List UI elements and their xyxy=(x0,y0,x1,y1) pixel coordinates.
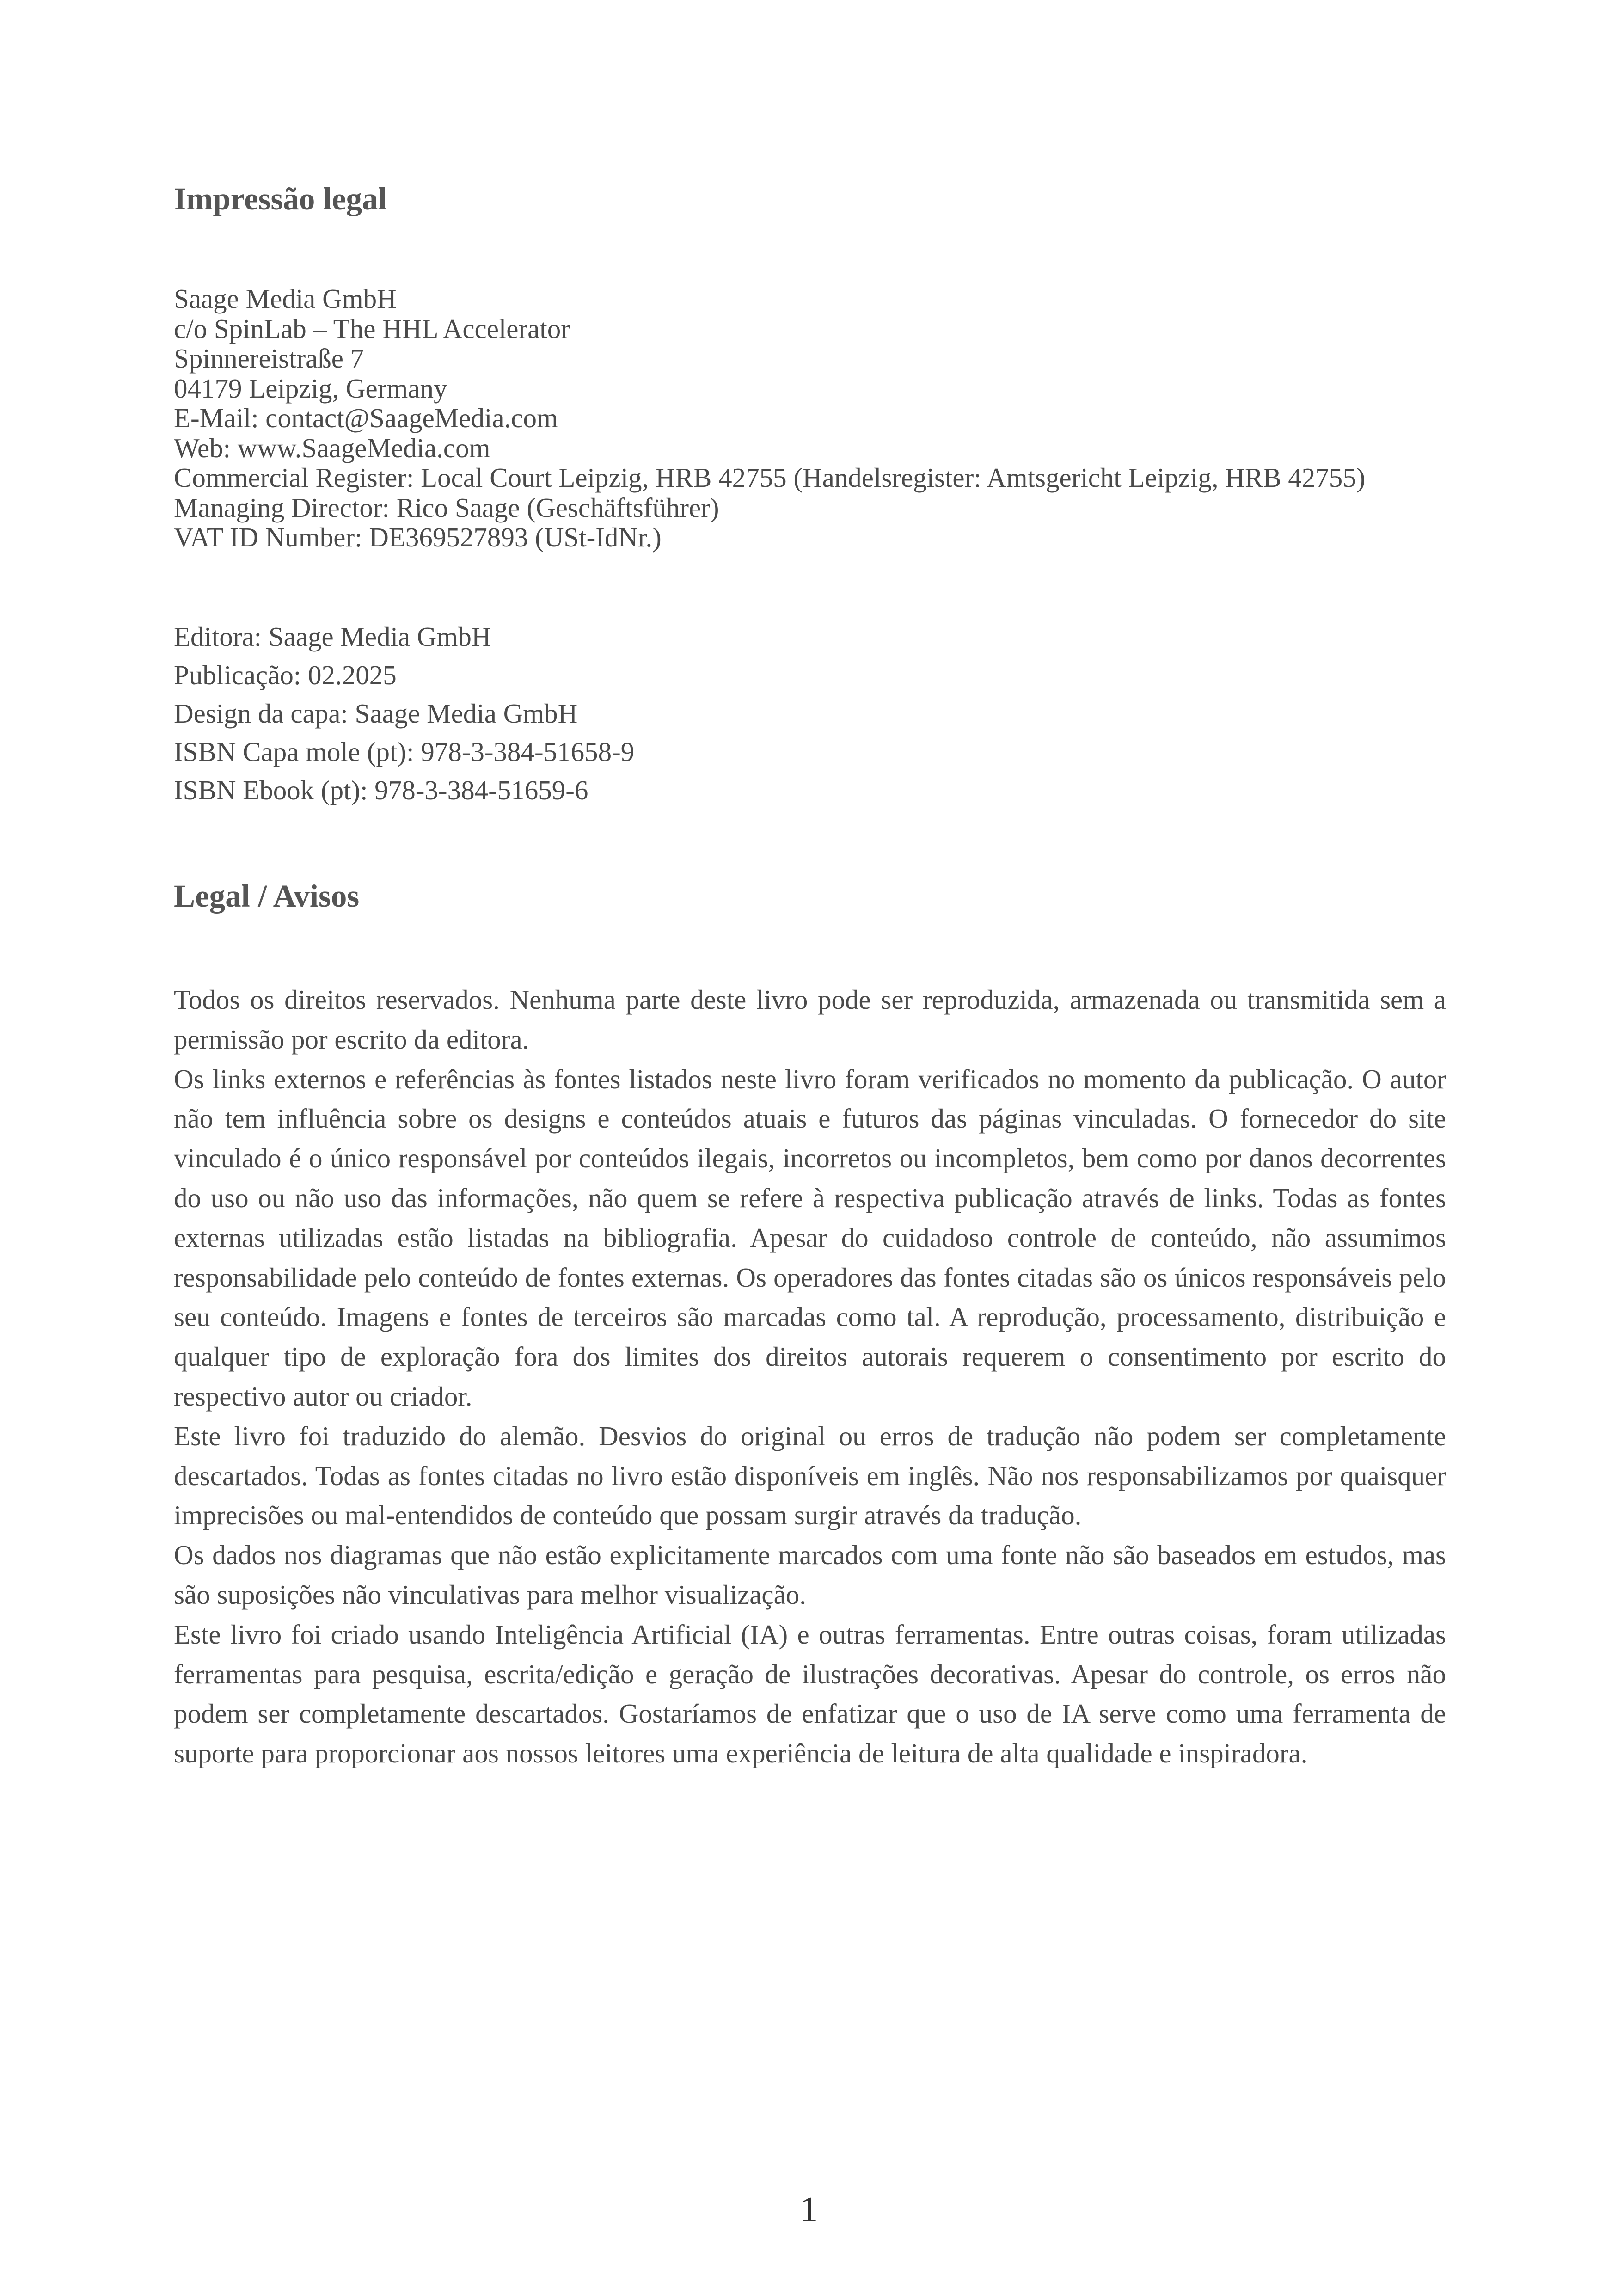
notice-paragraph-diagrams: Os dados nos diagramas que não estão explicitamente marcados com uma fonte não são baseados em estudos, mas são suposições não vinculativas para melhor visualização. xyxy=(174,1540,1446,1610)
publication-line-date: Publicação: 02.2025 xyxy=(174,660,397,690)
publication-line-publisher: Editora: Saage Media GmbH xyxy=(174,621,491,652)
notice-paragraph-external-links: Os links externos e referências às fontes listados neste livro foram verificados no momento da publicação. O autor não tem influência sobre os designs e conteúdos atuais e futuros das páginas vinculadas. O fornecedor do site vinculado é o único responsável por conteúdos ilegais, incorretos ou incompletos, bem como por danos decorrentes do uso ou não uso das informações, não quem se refere à respectiva publicação através de links. Todas as fontes externas utilizadas estão listadas na bibliografia. Apesar do cuidadoso controle de conteúdo, não assumimos responsabilidade pelo conteúdo de fontes externas. Os operadores das fontes citadas são os únicos responsáveis pelo seu conteúdo. Imagens e fontes de terceiros são marcadas como tal. A reprodução, processamento, distribuição e qualquer tipo de exploração fora dos limites dos direitos autorais requerem o consentimento por escrito do respectivo autor ou criador. xyxy=(174,1063,1446,1412)
legal-notices-heading: Legal / Avisos xyxy=(174,878,360,914)
publication-line-cover-design: Design da capa: Saage Media GmbH xyxy=(174,698,578,729)
notice-paragraph-translation: Este livro foi traduzido do alemão. Desvios do original ou erros de tradução não podem ser completamente descartados. Todas as fontes citadas no livro estão disponíveis em inglês. Não nos responsabilizamos por quaisquer imprecisões ou mal-entendidos de conteúdo que possam surgir através da tradução. xyxy=(174,1420,1446,1531)
address-line-company: Saage Media GmbH xyxy=(174,283,397,314)
legal-notices-body xyxy=(174,980,1446,1774)
address-line-commercial-register: Commercial Register: Local Court Leipzig, HRB 42755 (Handelsregister: Amtsgericht Leipzig, HRB 42755) xyxy=(174,462,1366,493)
address-line-email: E-Mail: contact@SaageMedia.com xyxy=(174,403,558,433)
address-line-street: Spinnereistraße 7 xyxy=(174,343,364,374)
address-line-web: Web: www.SaageMedia.com xyxy=(174,432,490,463)
address-line-managing-director: Managing Director: Rico Saage (Geschäftsführer) xyxy=(174,492,719,523)
notice-paragraph-rights: Todos os direitos reservados. Nenhuma parte deste livro pode ser reproduzida, armazenada ou transmitida sem a permissão por escrito da editora. xyxy=(174,984,1446,1055)
publication-line-isbn-ebook: ISBN Ebook (pt): 978-3-384-51659-6 xyxy=(174,775,588,805)
publication-info-block xyxy=(174,618,1446,810)
publisher-address-block xyxy=(174,284,1446,553)
address-line-city: 04179 Leipzig, Germany xyxy=(174,373,447,404)
address-line-care-of: c/o SpinLab – The HHL Accelerator xyxy=(174,313,570,344)
imprint-heading: Impressão legal xyxy=(174,181,387,216)
notice-paragraph-ai-usage: Este livro foi criado usando Inteligência Artificial (IA) e outras ferramentas. Entre outras coisas, foram utilizadas ferramentas para pesquisa, escrita/edição e geração de ilustrações decorativas. Apesar do controle, os erros não podem ser completamente descartados. Gostaríamos de enfatizar que o uso de IA serve como uma ferramenta de suporte para proporcionar aos nossos leitores uma experiência de leitura de alta qualidade e inspiradora. xyxy=(174,1619,1446,1769)
publication-line-isbn-paperback: ISBN Capa mole (pt): 978-3-384-51658-9 xyxy=(174,737,635,767)
page-number: 1 xyxy=(800,2189,818,2229)
address-line-vat-id: VAT ID Number: DE369527893 (USt-IdNr.) xyxy=(174,522,662,553)
